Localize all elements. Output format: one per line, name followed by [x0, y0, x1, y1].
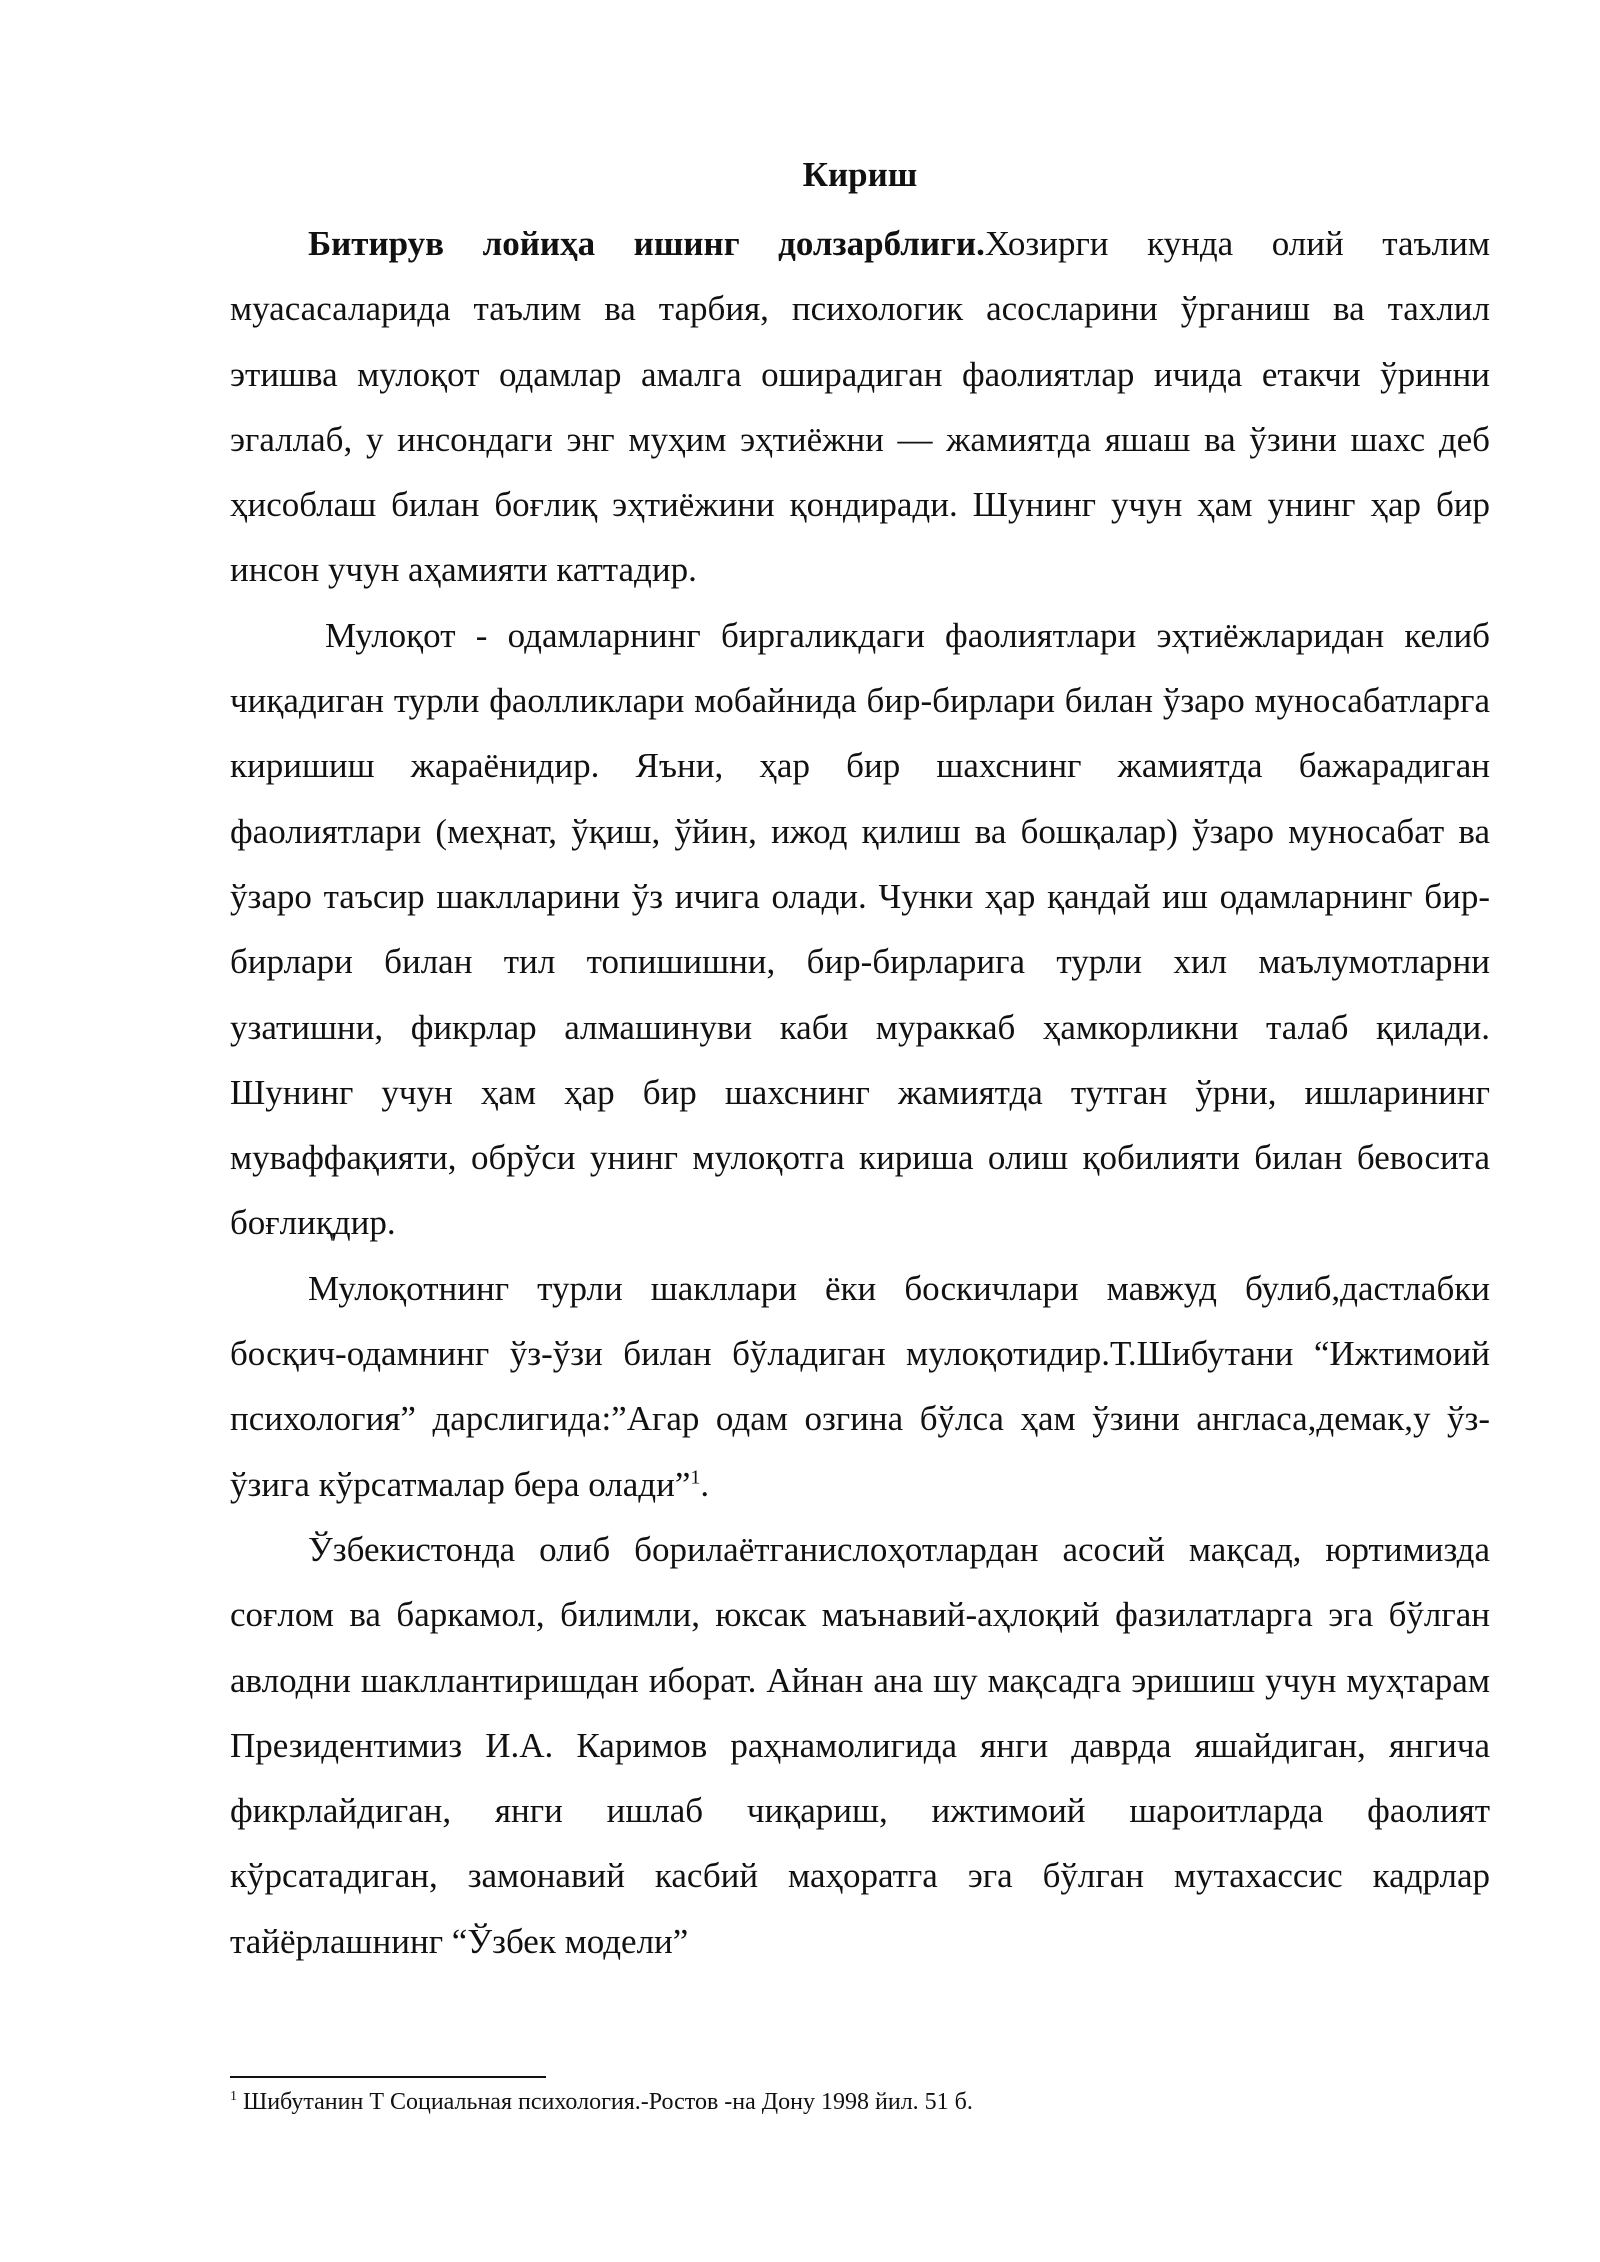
paragraph-lead: Битирув лойиҳа ишинг долзарблиги.	[308, 224, 985, 263]
paragraph-text: Мулоқотнинг турли шакллари ёки боскичлари мавжуд булиб,дастлабки босқич-одамнинг ўз-ўзи билан бўладиган мулоқотидир.Т.Шибутани “Ижтимоий психология” дарслигида:”Агар одам озгина бўлса ҳам ўзини англаса,демак,у ўз-ўзига кўрсатмалар бера олади”	[230, 1268, 1490, 1504]
footnote-marker: 1	[230, 2089, 237, 2104]
body-text	[230, 211, 1490, 1974]
paragraph-relevance	[230, 211, 1490, 603]
footnote-text: Шибутанин Т Социальная психология.-Ростов -на Дону 1998 йил. 51 б.	[237, 2089, 973, 2115]
footnote-reference[interactable]: 1	[690, 1465, 701, 1488]
footnote-separator	[230, 2076, 546, 2078]
page-title: Кириш	[802, 155, 918, 194]
paragraph-reforms	[230, 1517, 1490, 1974]
paragraph-communication-forms	[230, 1256, 1490, 1517]
paragraph-communication	[230, 603, 1490, 1256]
paragraph-tail: .	[700, 1464, 710, 1504]
paragraph-text: Ўзбекистонда олиб борилаётганислоҳотлардан асосий мақсад, юртимизда соғлом ва баркамол, билимли, юксак маънавий-аҳлоқий фазилатларга эга бўлган авлодни шакллантиришдан иборат. Айнан ана шу мақсадга эришиш учун муҳтарам Президентимиз И.А. Каримов раҳнамолигида янги даврда яшайдиган, янгича фикрлайдиган, янги ишлаб чиқариш, ижтимоий шароитларда фаолият кўрсатадиган, замонавий касбий маҳоратга эга бўлган мутахассис кадрлар тайёрлашнинг “Ўзбек модели”	[230, 1529, 1490, 1961]
paragraph-text: Мулоқот - одамларнинг биргаликдаги фаолиятлари эҳтиёжларидан келиб чиқадиган турли фаолликлари мобайнида бир-бирлари билан ўзаро муносабатларга киришиш жараёнидир. Яъни, ҳар бир шахснинг жамиятда бажарадиган фаолиятлари (меҳнат, ўқиш, ўйин, ижод қилиш ва бошқалар) ўзаро муносабат ва ўзаро таъсир шаклларини ўз ичига олади. Чунки ҳар қандай иш одамларнинг бир-бирлари билан тил топишишни, бир-бирларига турли хил маълумотларни узатишни, фикрлар алмашинуви каби мураккаб ҳамкорликни талаб қилади. Шунинг учун ҳам ҳар бир шахснинг жамиятда тутган ўрни, ишларининг муваффақияти, обрўси унинг мулоқотга кириша олиш қобилияти билан бевосита боғлиқдир.	[230, 615, 1490, 1243]
paragraph-text: Хозирги кунда олий таълим муасасаларида таълим ва тарбия, психологик асосларини ўрганиш ва тахлил этишва мулоқот одамлар амалга оширадиган фаолиятлар ичида етакчи ўринни эгаллаб, у инсондаги энг муҳим эҳтиёжни — жамиятда яшаш ва ўзини шахс деб ҳисоблаш билан боғлиқ эҳтиёжини қондиради. Шунинг учун ҳам унинг ҳар бир инсон учун аҳамияти каттадир.	[230, 224, 1490, 590]
footnote	[230, 2086, 1490, 2118]
